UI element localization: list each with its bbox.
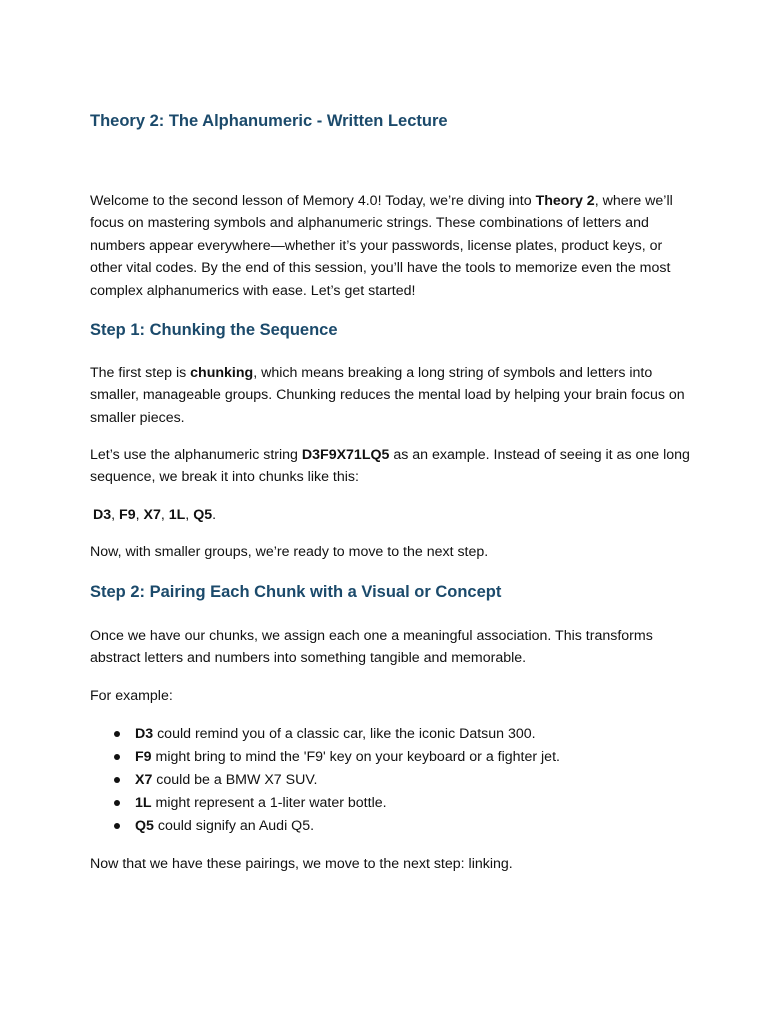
bullet-icon <box>114 777 120 783</box>
step1-p1-start: The first step is <box>90 365 191 381</box>
step1-p2-end: as an example. Instead of seeing it as one long sequence, we break it into chunks like this: <box>90 447 690 486</box>
list-item-code: D3 <box>135 726 154 742</box>
list-item-code: F9 <box>135 749 152 765</box>
intro-emphasis: Theory 2 <box>535 193 595 209</box>
chunk: 1L <box>168 507 186 523</box>
step2-paragraph-1: Once we have our chunks, we assign each one a meaningful association. This transforms abstract letters and numbers into something tangible and memorable. <box>90 628 653 667</box>
list-item-code: 1L <box>135 795 152 811</box>
list-item-text: might bring to mind the 'F9' key on your keyboard or a fighter jet. <box>151 749 560 765</box>
list-item <box>90 769 560 792</box>
step2-heading: Step 2: Pairing Each Chunk with a Visual or Concept <box>90 583 502 601</box>
step1-paragraph-1 <box>90 362 690 429</box>
chunk-list-end: . <box>212 507 217 523</box>
list-item-text: could remind you of a classic car, like the iconic Datsun 300. <box>153 726 536 742</box>
association-list <box>90 723 560 838</box>
list-item-text: could signify an Audi Q5. <box>153 818 315 834</box>
intro-text-start: Welcome to the second lesson of Memory 4.0! Today, we’re diving into <box>90 193 536 209</box>
list-item <box>90 792 560 815</box>
chunk-separator: , <box>185 507 194 523</box>
step1-p1-end: , which means breaking a long string of symbols and letters into smaller, manageable groups. Chunking reduces the mental load by helping your brain focus on smaller pieces. <box>90 365 685 426</box>
bullet-icon <box>114 823 120 829</box>
chunk-separator: , <box>135 507 144 523</box>
bullet-icon <box>114 754 120 760</box>
step1-p1-emphasis: chunking <box>190 365 254 381</box>
list-item <box>90 815 560 838</box>
chunk: D3 <box>93 507 112 523</box>
chunk: X7 <box>143 507 161 523</box>
step1-heading: Step 1: Chunking the Sequence <box>90 321 338 339</box>
bullet-icon <box>114 731 120 737</box>
chunk-separator: , <box>111 507 120 523</box>
list-item-text: might represent a 1-liter water bottle. <box>151 795 387 811</box>
document-title: Theory 2: The Alphanumeric - Written Lecture <box>90 112 448 130</box>
list-item-code: Q5 <box>135 818 154 834</box>
bullet-icon <box>114 800 120 806</box>
step1-p2-start: Let’s use the alphanumeric string <box>90 447 302 463</box>
chunk-separator: , <box>160 507 169 523</box>
list-item <box>90 746 560 769</box>
list-item-code: X7 <box>135 772 153 788</box>
chunk: F9 <box>119 507 136 523</box>
step2-paragraph-3: Now that we have these pairings, we move to the next step: linking. <box>90 856 513 872</box>
step2-paragraph-2: For example: <box>90 688 173 704</box>
step1-paragraph-3: Now, with smaller groups, we’re ready to move to the next step. <box>90 544 489 560</box>
chunk-list <box>93 504 693 526</box>
chunk: Q5 <box>193 507 213 523</box>
intro-text-end: , where we’ll focus on mastering symbols and alphanumeric strings. These combinations of letters and numbers appear everywhere—whether it’s your passwords, license plates, product keys, or other vital codes. By the end of this session, you’ll have the tools to memorize even the most complex alphanumerics with ease. Let’s get started! <box>90 193 673 299</box>
intro-paragraph <box>90 190 690 302</box>
example-string: D3F9X71LQ5 <box>301 447 390 463</box>
list-item-text: could be a BMW X7 SUV. <box>152 772 318 788</box>
step1-paragraph-2 <box>90 444 690 489</box>
list-item <box>90 723 560 746</box>
